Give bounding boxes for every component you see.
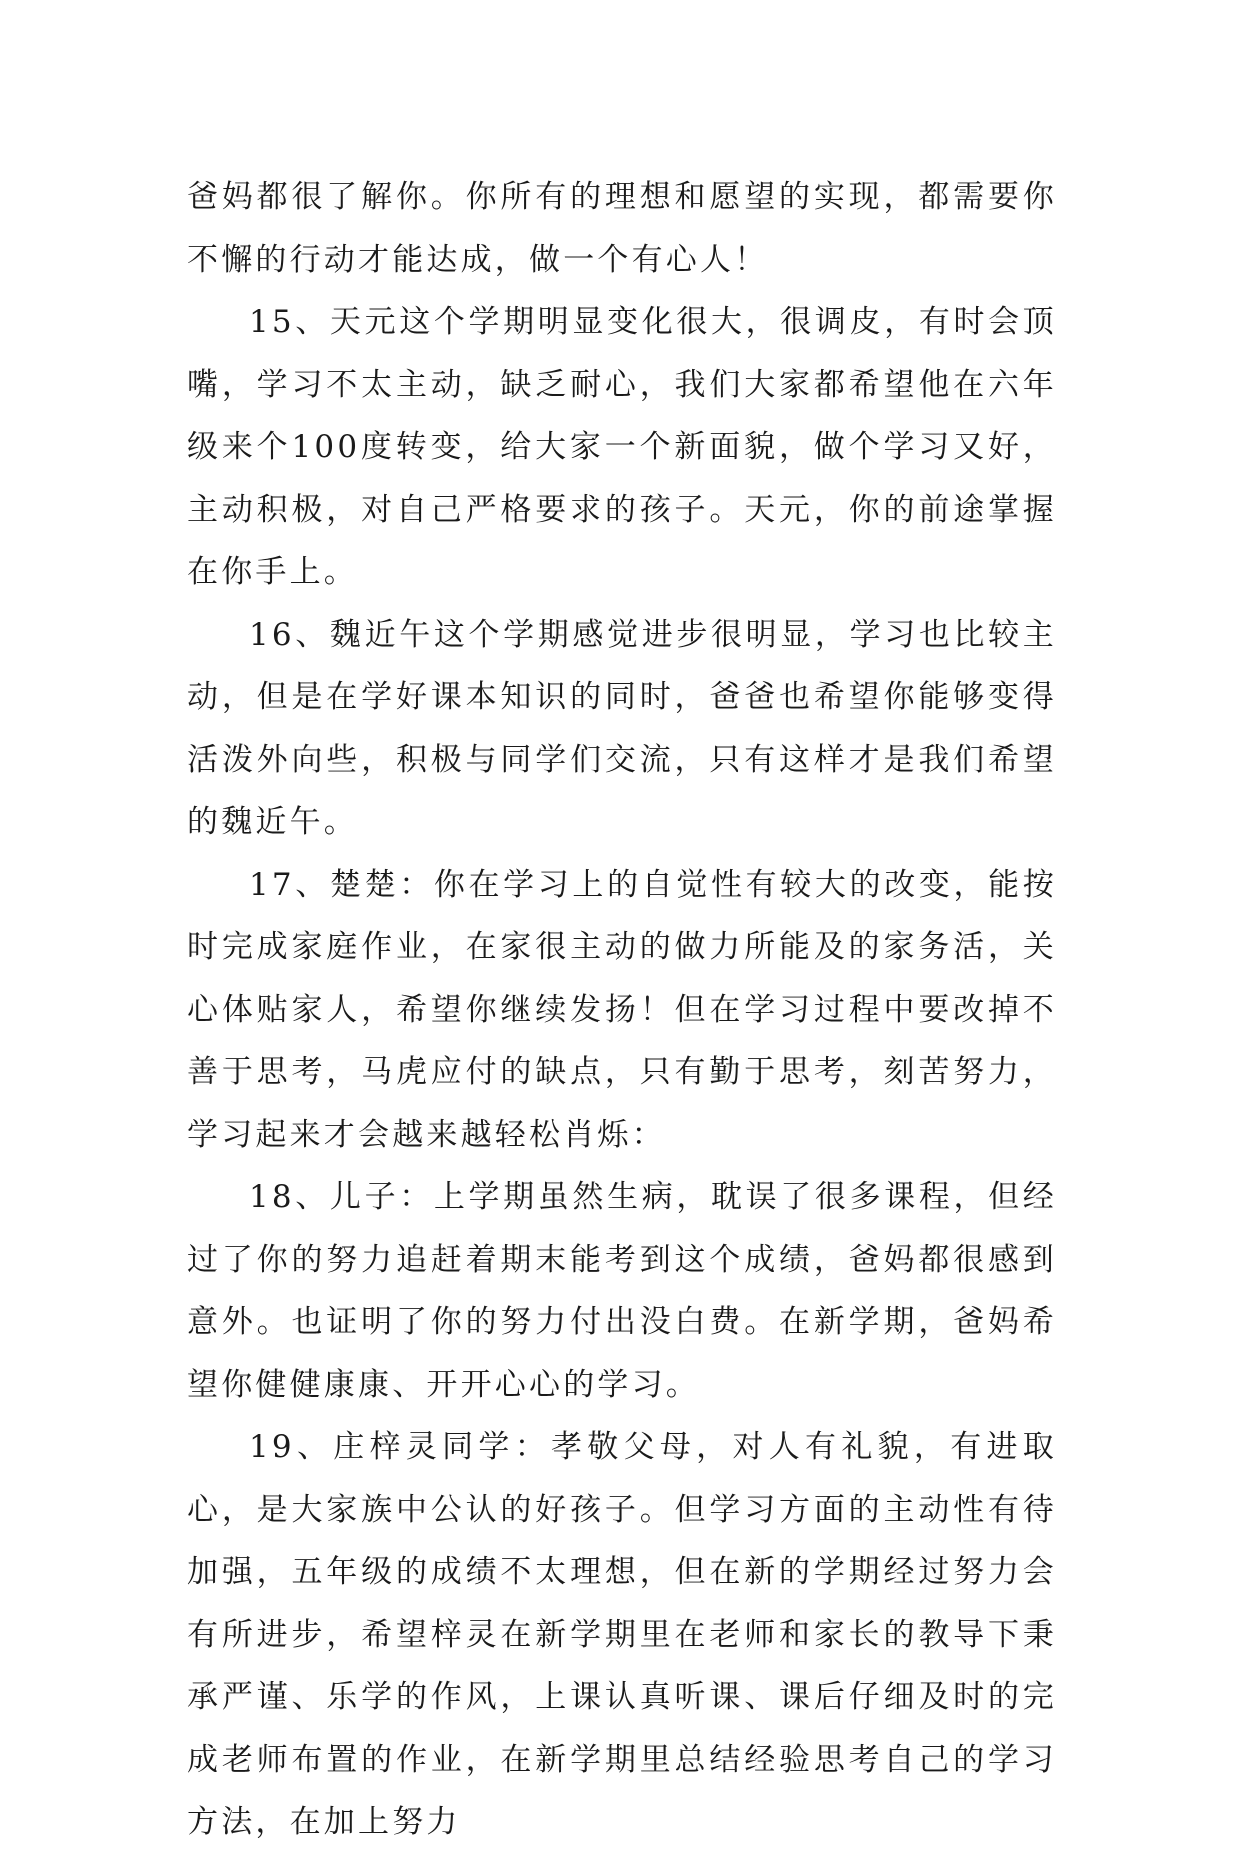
paragraph-continuation: 爸妈都很了解你。你所有的理想和愿望的实现，都需要你不懈的行动才能达成，做一个有心人！ — [187, 179, 1057, 278]
paragraph-item-17: 17、楚楚：你在学习上的自觉性有较大的改变，能按时完成家庭作业，在家很主动的做力所能及的家务活，关心体贴家人，希望你继续发扬！但在学习过程中要改掉不善于思考，马虎应付的缺点，只有勤于思考，刻苦努力，学习起来才会越来越轻松肖烁： — [187, 866, 1057, 1153]
paragraph-item-19: 19、庄梓灵同学：孝敬父母，对人有礼貌，有进取心，是大家族中公认的好孩子。但学习方面的主动性有待加强，五年级的成绩不太理想，但在新的学期经过努力会有所进步，希望梓灵在新学期里在老师和家长的教导下秉承严谨、乐学的作风，上课认真听课、课后仔细及时的完成老师布置的作业，在新学期里总结经验思考自己的学习方法，在加上努力 — [187, 1429, 1057, 1840]
paragraph-item-15: 15、天元这个学期明显变化很大，很调皮，有时会顶嘴，学习不太主动，缺乏耐心，我们大家都希望他在六年级来个100度转变，给大家一个新面貌，做个学习又好，主动积极，对自己严格要求的孩子。天元，你的前途掌握在你手上。 — [187, 304, 1057, 590]
paragraph-item-16: 16、魏近午这个学期感觉进步很明显，学习也比较主动，但是在学好课本知识的同时，爸爸也希望你能够变得活泼外向些，积极与同学们交流，只有这样才是我们希望的魏近午。 — [187, 616, 1057, 840]
document-page — [187, 166, 1057, 1854]
paragraph-item-18: 18、儿子：上学期虽然生病，耽误了很多课程，但经过了你的努力追赶着期末能考到这个成绩，爸妈都很感到意外。也证明了你的努力付出没白费。在新学期，爸妈希望你健健康康、开开心心的学习。 — [187, 1179, 1057, 1403]
